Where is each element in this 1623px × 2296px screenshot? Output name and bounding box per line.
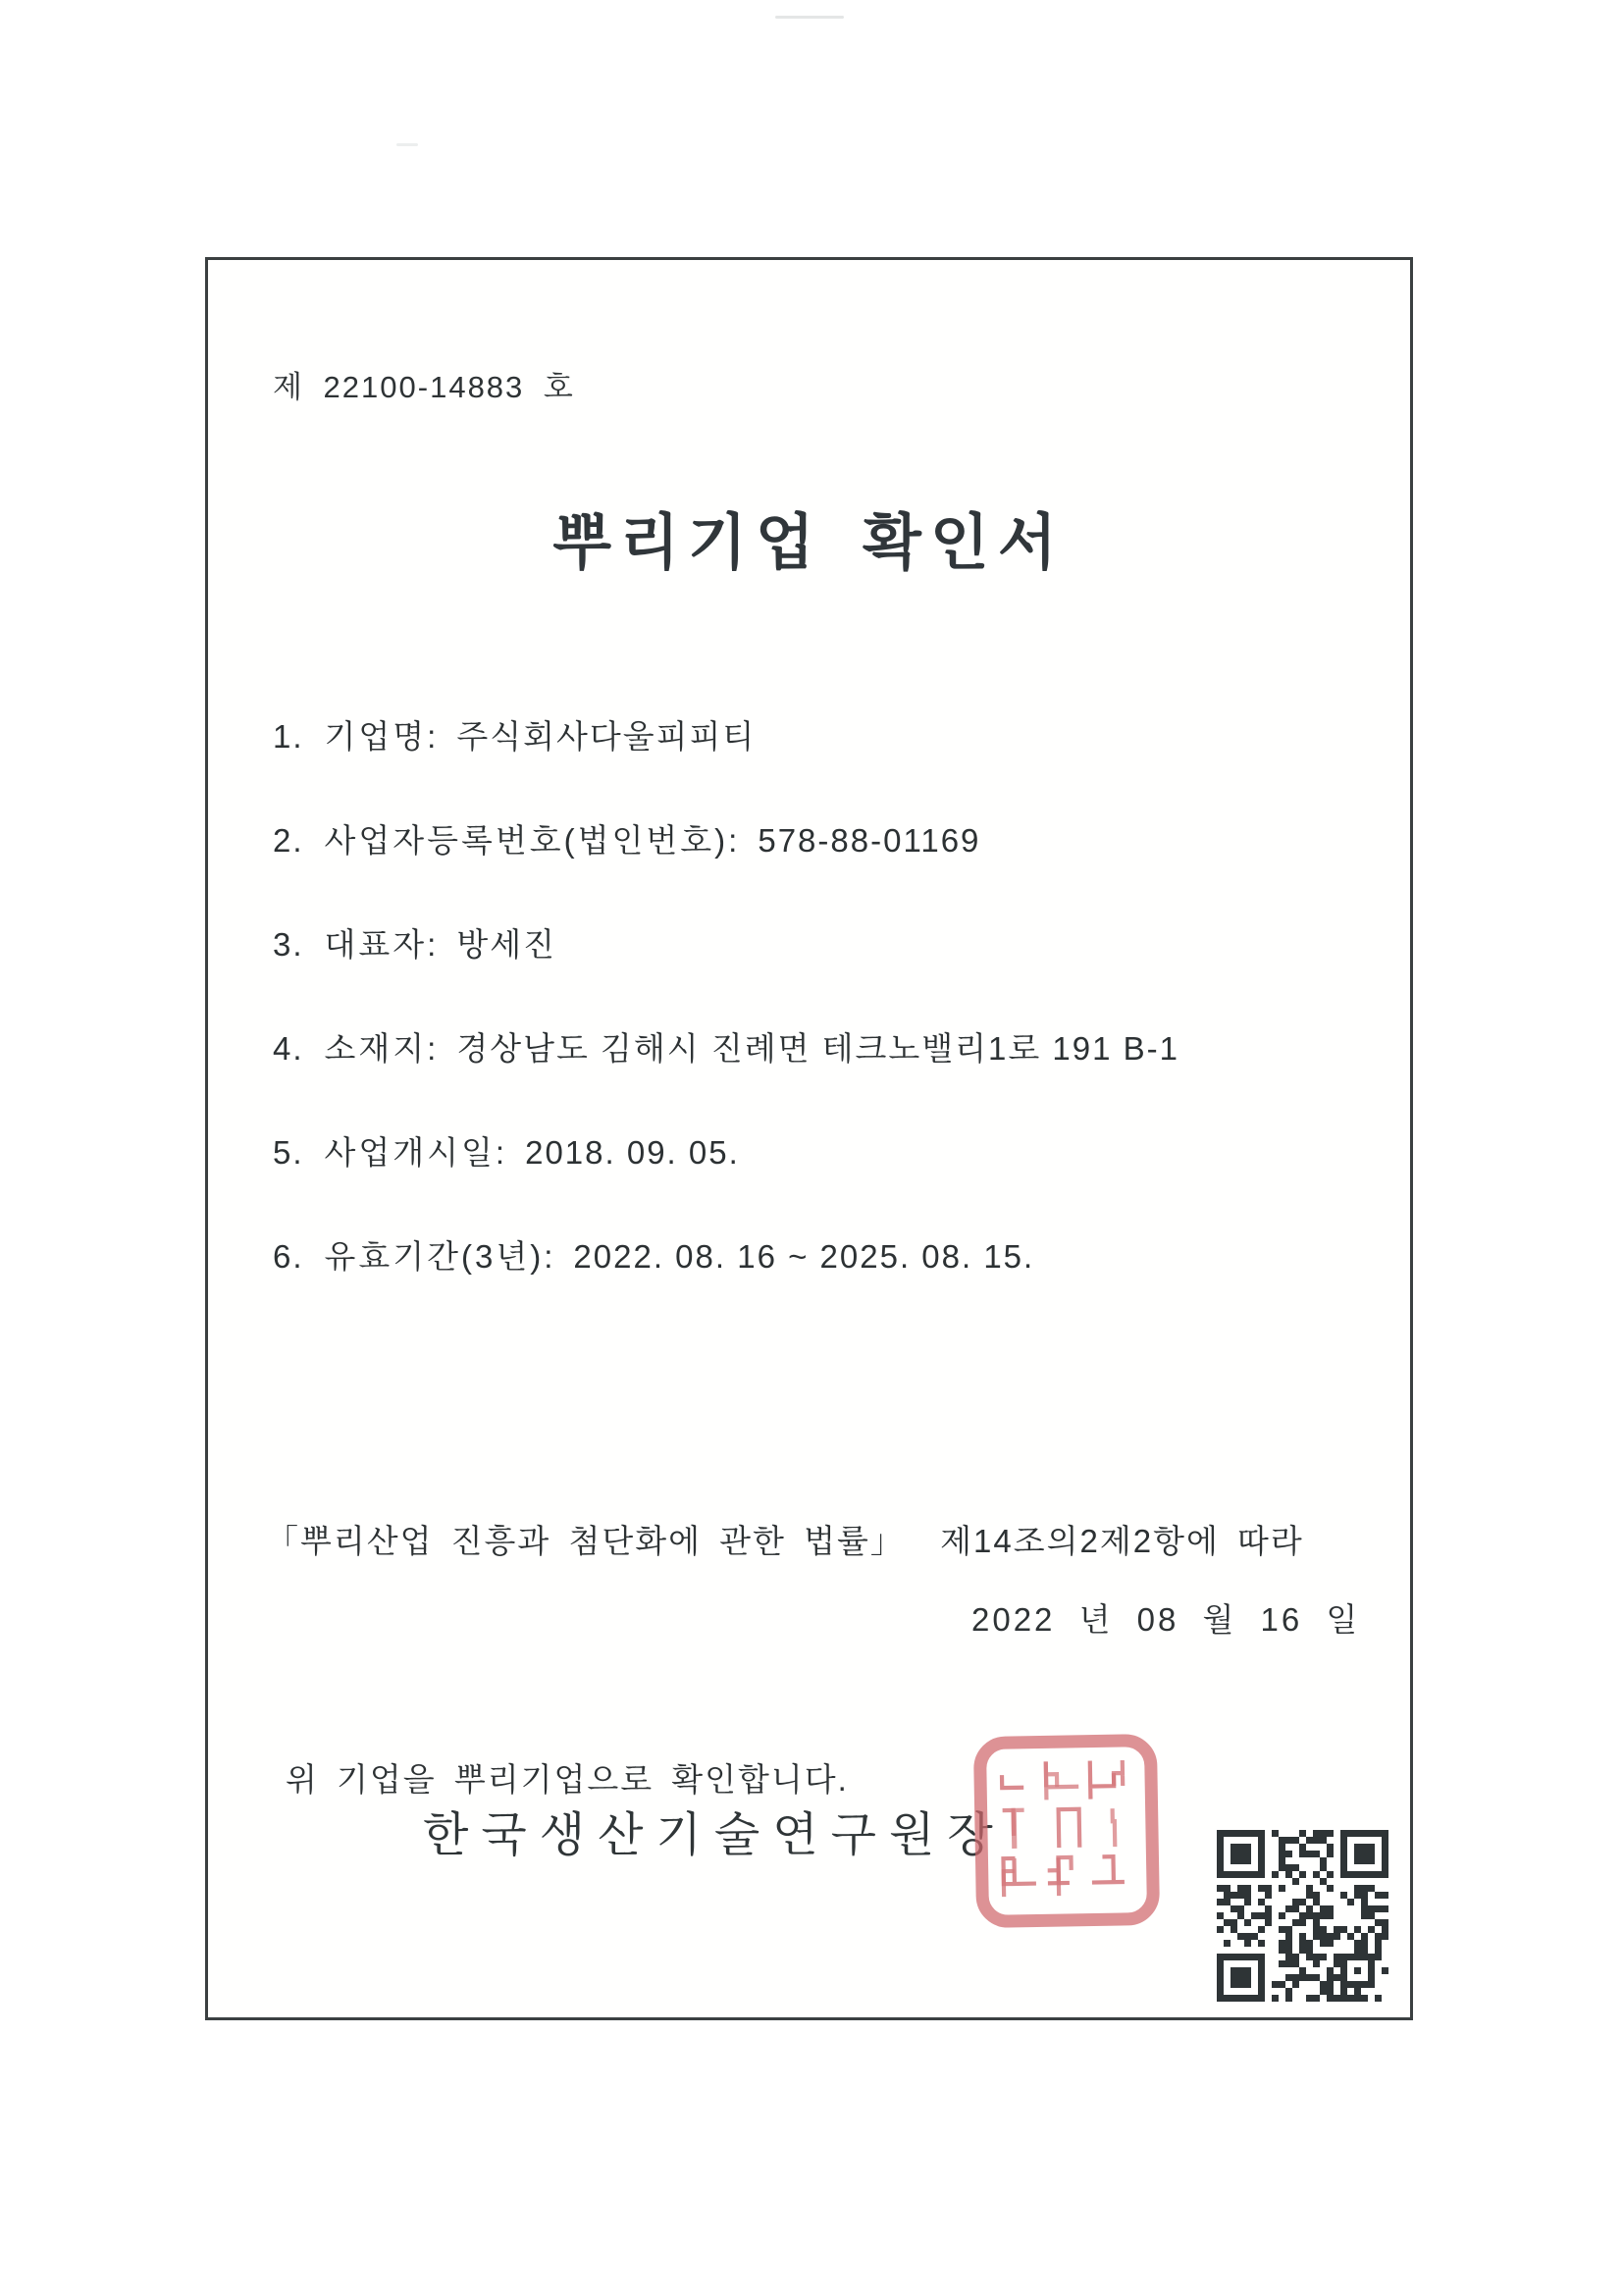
qr-code-icon bbox=[1217, 1827, 1389, 2004]
info-item-label: 유효기간(3년): bbox=[324, 1238, 556, 1275]
info-item-number: 2. bbox=[273, 822, 304, 859]
info-item bbox=[273, 1023, 1179, 1070]
document-number: 제 22100-14883 호 bbox=[273, 370, 575, 404]
info-item-value: 방세진 bbox=[456, 926, 556, 963]
info-item-value: 경상남도 김해시 진례면 테크노밸리1로 191 B-1 bbox=[456, 1030, 1179, 1067]
info-item-label: 기업명: bbox=[324, 718, 440, 755]
company-info-list bbox=[273, 711, 1179, 1278]
info-item-value: 2018. 09. 05. bbox=[525, 1134, 740, 1171]
document-frame bbox=[205, 257, 1413, 2020]
issuer-name: 한국생산기술연구원장 bbox=[423, 1809, 1006, 1861]
info-item-number: 1. bbox=[273, 718, 304, 755]
info-item-label: 대표자: bbox=[324, 926, 440, 963]
info-item-label: 사업개시일: bbox=[324, 1134, 508, 1171]
scan-artifact bbox=[775, 16, 844, 19]
legal-statement-line1: 「뿌리산업 진흥과 첨단화에 관한 법률」 제14조의2제2항에 따라 bbox=[266, 1523, 1304, 1559]
info-item bbox=[273, 815, 1179, 861]
scan-artifact bbox=[396, 143, 418, 146]
legal-statement-line2: 위 기업을 뿌리기업으로 확인합니다. bbox=[286, 1761, 849, 1798]
info-item-value: 2022. 08. 16 ~ 2025. 08. 15. bbox=[573, 1238, 1035, 1275]
info-item-label: 사업자등록번호(법인번호): bbox=[324, 822, 741, 859]
info-item bbox=[273, 1127, 1179, 1174]
info-item-number: 4. bbox=[273, 1030, 304, 1067]
info-item-value: 주식회사다울피피티 bbox=[456, 718, 757, 755]
info-item-number: 5. bbox=[273, 1134, 304, 1171]
issue-date: 2022 년 08 월 16 일 bbox=[971, 1601, 1361, 1638]
info-item-value: 578-88-01169 bbox=[758, 822, 981, 859]
official-seal-stamp-icon bbox=[970, 1731, 1162, 1930]
certificate-title: 뿌리기업 확인서 bbox=[552, 509, 1066, 577]
info-item bbox=[273, 919, 1179, 965]
info-item-number: 3. bbox=[273, 926, 304, 963]
info-item-number: 6. bbox=[273, 1238, 304, 1275]
info-item bbox=[273, 1231, 1179, 1278]
info-item-label: 소재지: bbox=[324, 1030, 440, 1067]
info-item bbox=[273, 711, 1179, 757]
